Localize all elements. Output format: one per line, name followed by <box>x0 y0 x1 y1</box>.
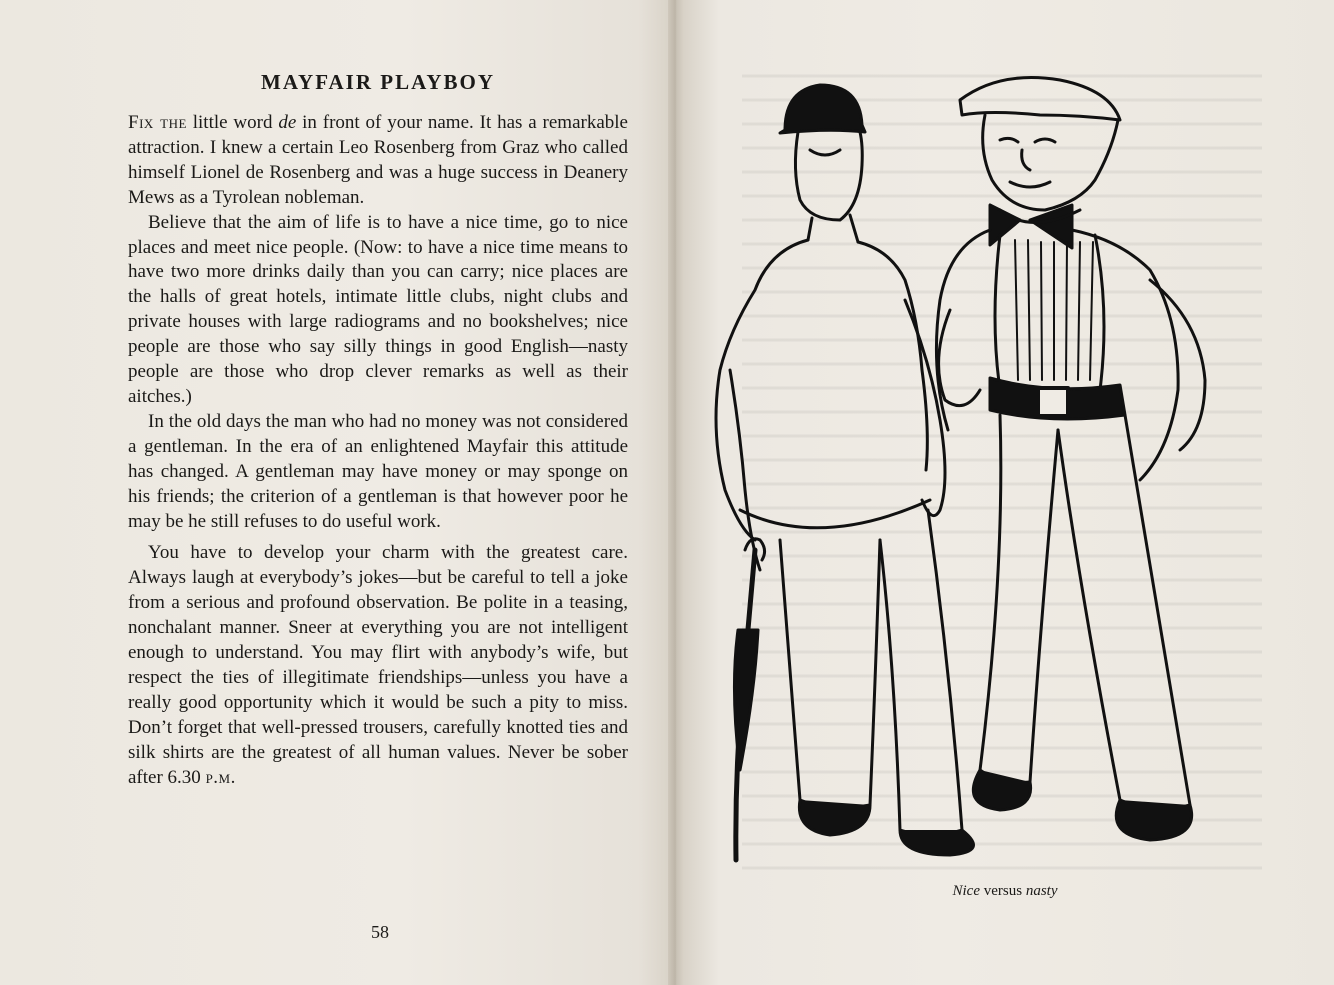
paragraph-1-lead: Fix the <box>128 112 187 133</box>
page-number: 58 <box>371 922 389 942</box>
running-head: MAYFAIR PLAYBOY <box>261 70 495 94</box>
bowler-hat-icon <box>780 85 865 133</box>
body-text <box>128 111 628 790</box>
paragraph-1 <box>128 111 628 211</box>
paragraph-4-time: p.m. <box>205 766 236 788</box>
illustration-caption <box>880 883 1130 900</box>
caption-nasty: nasty <box>1025 883 1058 899</box>
paragraph-1-text: little word <box>186 112 279 133</box>
nice-versus-nasty-illustration <box>700 70 1300 880</box>
caption-versus: versus <box>980 883 1026 899</box>
paragraph-2: Believe that the aim of life is to have a nice time, go to nice places and meet nice people. (Now: to have a nice time means to have two more drinks daily than you can carry; nice places are the halls of great hotels, intimate little clubs, night clubs and private houses with large radiograms and no bookshelves; nice people are those who say silly things in good English—nasty people are those who drop clever remarks as well as their aitches.) <box>128 211 628 407</box>
paragraph-4-text: You have to develop your charm with the greatest care. Always laugh at everybody’s jokes—but be careful to tell a joke from a serious and profound observation. Be polite in a teasing, nonchalant manner. Sneer at everything you are not intelligent enough to understand. You may flirt with anybody’s wife, but respect the ties of illegitimate friendships—unless you have a really good opportunity which it would be such a pity to miss. Don’t forget that well-pressed trousers, carefully knotted ties and silk shirts are the greatest of all human values. Never be sober after 6.30 <box>128 542 628 788</box>
paragraph-4 <box>128 541 628 790</box>
paragraph-1-de: de <box>278 112 297 133</box>
caption-nice: Nice <box>952 883 980 899</box>
paragraph-1-tail: in front of your name. It has a remarkable attraction. I knew a certain Leo Rosenberg from Graz who called himself Lionel de Rosenberg and was a huge success in Deanery Mews as a Tyrolean nobleman. <box>128 112 628 208</box>
flat-cap-icon <box>960 78 1120 121</box>
book-gutter <box>668 0 684 985</box>
paragraph-3: In the old days the man who had no money was not considered a gentleman. In the era of an enlightened Mayfair this attitude has changed. A gentleman may have money or may sponge on his friends; the criterion of a gentleman is that however poor he may be he still refuses to do useful work. <box>128 410 628 532</box>
